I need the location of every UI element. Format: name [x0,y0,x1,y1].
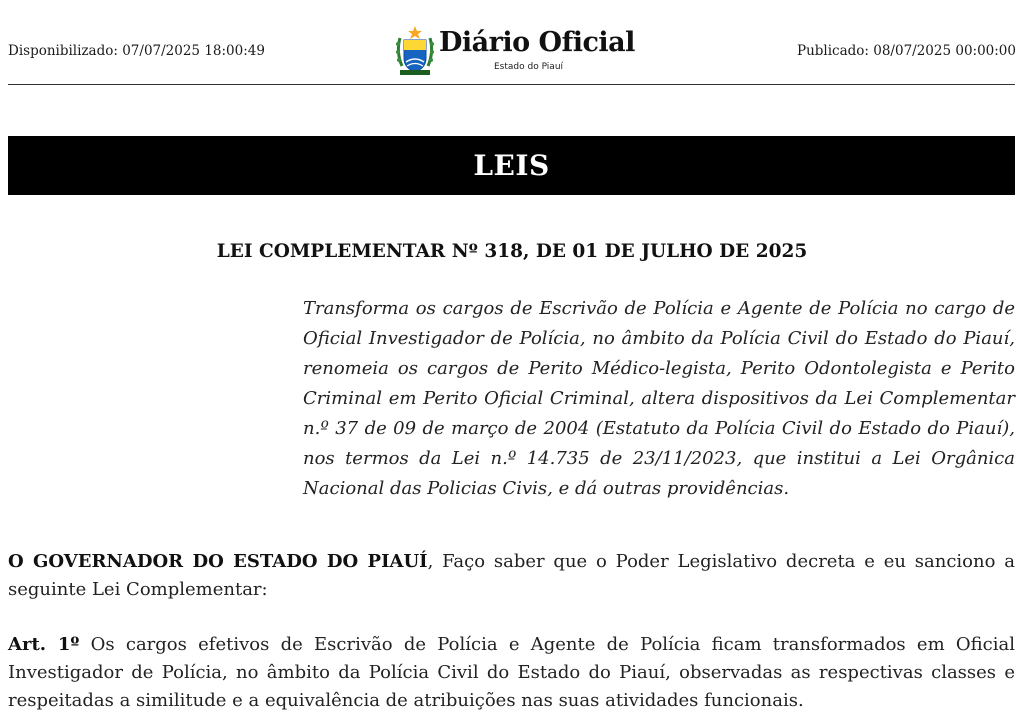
masthead [394,24,634,76]
article-1-label: Art. 1º [8,634,80,655]
masthead-subtitle: Estado do Piauí [494,62,564,72]
page-header [0,0,1024,86]
law-title: LEI COMPLEMENTAR Nº 318, DE 01 DE JULHO DE 2025 [216,241,808,262]
section-header-bar [8,136,1015,195]
law-ementa: Transforma os cargos de Escrivão de Polícia e Agente de Polícia no cargo de Oficial Investigador de Polícia, no âmbito da Polícia Civil do Estado do Piauí, renomeia os cargos de Perito Médico-legista, Perito Odontolegista e Perito Criminal em Perito Oficial Criminal, altera dispositivos da Lei Complementar n.º 37 de 09 de março de 2004 (Estatuto da Polícia Civil do Estado do Piauí), nos termos da Lei n.º 14.735 de 23/11/2023, que institui a Lei Orgânica Nacional das Policias Civis, e dá outras providências. [303,298,1015,499]
article-1-text: Os cargos efetivos de Escrivão de Polícia e Agente de Polícia ficam transformados em Oficial Investigador de Polícia, no âmbito da Polícia Civil do Estado do Piauí, observadas as respectivas classes e respeitadas a similitude e a equivalência de atribuições nas suas atividades funcionais. [8,634,1015,711]
header-divider [8,84,1015,85]
preamble-text: , Faço saber que o Poder Legislativo decreta e eu sanciono a seguinte Lei Complementar: [8,551,1016,600]
publication-timestamp: Publicado: 08/07/2025 00:00:00 [796,43,1016,59]
governor-heading: O GOVERNADOR DO ESTADO DO PIAUÍ [8,551,428,572]
masthead-title: Diário Oficial [439,27,635,58]
law-preamble [8,548,1015,604]
availability-timestamp: Disponibilizado: 07/07/2025 18:00:49 [8,43,265,59]
section-title: LEIS [473,149,550,182]
state-coat-of-arms-icon [394,24,436,76]
article-1 [8,631,1015,715]
